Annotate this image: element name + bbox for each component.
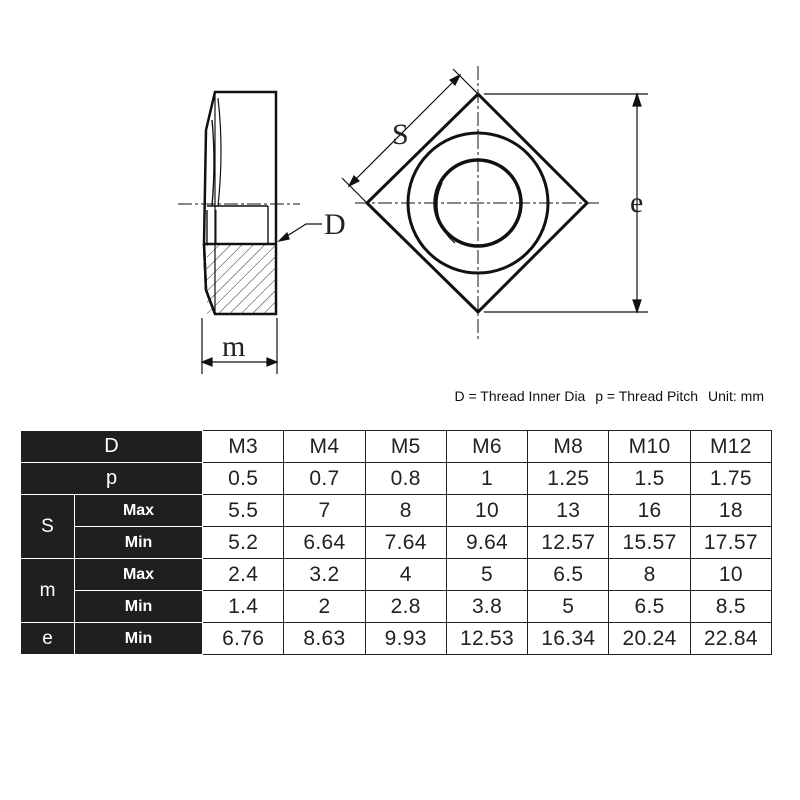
s-max-cell: 5.5 — [203, 495, 284, 527]
unit-note: Unit: mm — [708, 388, 764, 404]
s-min-cell: 6.64 — [284, 527, 365, 559]
row-d — [21, 431, 772, 463]
row-p — [21, 463, 772, 495]
m-min-cell: 2 — [284, 591, 365, 623]
side-view — [178, 92, 300, 314]
row-m-min — [21, 591, 772, 623]
e-min-cell: 12.53 — [446, 623, 527, 655]
pitch-cell: 1 — [446, 463, 527, 495]
m-max-cell: 8 — [609, 559, 690, 591]
e-min-cell: 20.24 — [609, 623, 690, 655]
min-label: Min — [75, 591, 203, 623]
p-definition: p = Thread Pitch — [595, 388, 699, 404]
e-header: e — [21, 623, 75, 655]
min-label: Min — [75, 623, 203, 655]
s-max-cell: 7 — [284, 495, 365, 527]
s-max-cell: 16 — [609, 495, 690, 527]
e-min-cell: 16.34 — [528, 623, 609, 655]
max-label: Max — [75, 495, 203, 527]
row-s-min — [21, 527, 772, 559]
pitch-cell: 0.5 — [203, 463, 284, 495]
s-min-cell: 15.57 — [609, 527, 690, 559]
max-label: Max — [75, 559, 203, 591]
m-min-cell: 3.8 — [446, 591, 527, 623]
row-m-max — [21, 559, 772, 591]
m-min-cell: 5 — [528, 591, 609, 623]
e-min-cell: 9.93 — [365, 623, 446, 655]
pitch-cell: 1.5 — [609, 463, 690, 495]
m-max-cell: 10 — [690, 559, 771, 591]
pitch-cell: 1.75 — [690, 463, 771, 495]
size-cell: M4 — [284, 431, 365, 463]
pitch-cell: 0.7 — [284, 463, 365, 495]
s-max-cell: 13 — [528, 495, 609, 527]
legend-line — [448, 388, 764, 404]
m-min-cell: 6.5 — [609, 591, 690, 623]
row-s-max — [21, 495, 772, 527]
e-min-cell: 8.63 — [284, 623, 365, 655]
m-dim-label: m — [222, 330, 246, 363]
e-min-cell: 22.84 — [690, 623, 771, 655]
d-definition: D = Thread Inner Dia — [454, 388, 586, 404]
s-min-cell: 7.64 — [365, 527, 446, 559]
m-max-cell: 4 — [365, 559, 446, 591]
s-header: S — [21, 495, 75, 559]
spec-table — [20, 430, 772, 655]
front-view — [355, 66, 600, 340]
s-min-cell: 5.2 — [203, 527, 284, 559]
size-cell: M3 — [203, 431, 284, 463]
pitch-cell: 0.8 — [365, 463, 446, 495]
s-min-cell: 12.57 — [528, 527, 609, 559]
e-min-cell: 6.76 — [203, 623, 284, 655]
p-header: p — [21, 463, 203, 495]
pitch-cell: 1.25 — [528, 463, 609, 495]
m-header: m — [21, 559, 75, 623]
row-e-min — [21, 623, 772, 655]
s-max-cell: 8 — [365, 495, 446, 527]
s-min-cell: 9.64 — [446, 527, 527, 559]
m-min-cell: 2.8 — [365, 591, 446, 623]
m-max-cell: 5 — [446, 559, 527, 591]
m-max-cell: 2.4 — [203, 559, 284, 591]
s-dim-label: S — [392, 118, 409, 151]
min-label: Min — [75, 527, 203, 559]
d-header: D — [21, 431, 203, 463]
m-max-cell: 3.2 — [284, 559, 365, 591]
e-dim-label: e — [630, 186, 644, 219]
size-cell: M12 — [690, 431, 771, 463]
m-max-cell: 6.5 — [528, 559, 609, 591]
d-dim-label: D — [324, 208, 346, 241]
m-min-cell: 1.4 — [203, 591, 284, 623]
size-cell: M10 — [609, 431, 690, 463]
s-max-cell: 10 — [446, 495, 527, 527]
d-leader — [279, 224, 322, 241]
s-max-cell: 18 — [690, 495, 771, 527]
s-min-cell: 17.57 — [690, 527, 771, 559]
size-cell: M6 — [446, 431, 527, 463]
m-min-cell: 8.5 — [690, 591, 771, 623]
size-cell: M8 — [528, 431, 609, 463]
size-cell: M5 — [365, 431, 446, 463]
